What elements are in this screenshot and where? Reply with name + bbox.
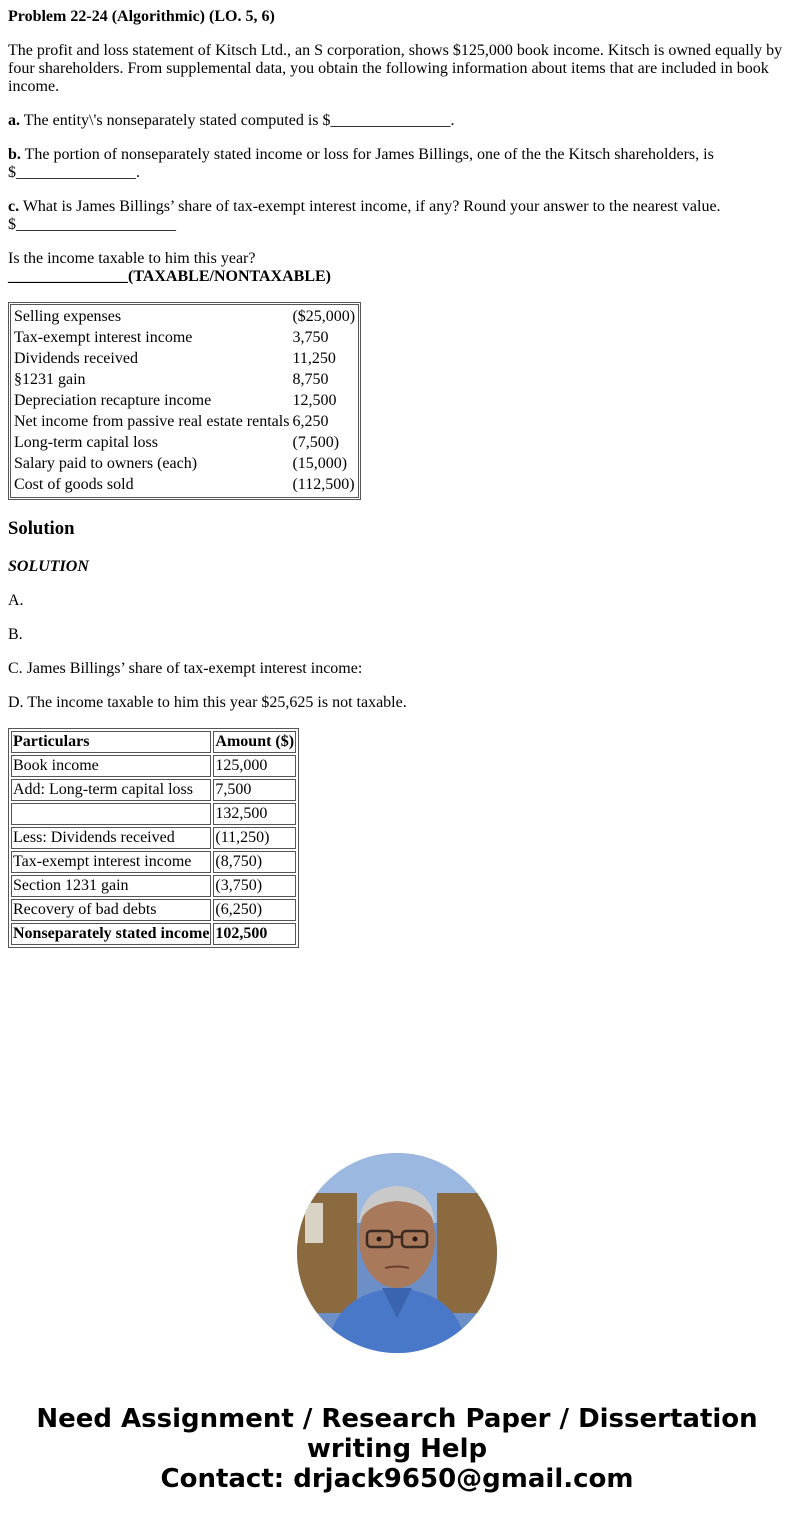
data-item: Long-term capital loss	[14, 434, 158, 451]
solution-table-row	[11, 779, 296, 801]
data-item: Salary paid to owners (each)	[14, 455, 198, 472]
question-b-text: The portion of nonseparately stated income or loss for James Billings, one of the the Kitsch shareholders, is $_______________.	[8, 146, 714, 181]
solution-table-row	[11, 899, 296, 921]
data-amount: 12,500	[292, 392, 337, 409]
solution-table-total	[11, 923, 296, 945]
footer-contact: Contact: drjack9650@gmail.com	[160, 1464, 634, 1494]
footer-banner	[0, 1404, 794, 1494]
data-table-row	[13, 370, 356, 390]
author-photo	[297, 1153, 497, 1353]
solution-table-header	[11, 731, 296, 753]
row-particulars	[11, 803, 211, 825]
row-amount: (6,250)	[213, 899, 296, 921]
question-a-text: The entity\'s nonseparately stated computed is $_______________.	[23, 112, 455, 129]
total-amount: 102,500	[213, 923, 296, 945]
row-particulars: Tax-exempt interest income	[11, 851, 211, 873]
data-table-row	[13, 412, 356, 432]
solution-table-row	[11, 755, 296, 777]
solution-table-row	[11, 803, 296, 825]
data-item: Depreciation recapture income	[14, 392, 212, 409]
question-c	[8, 198, 788, 234]
solution-table-row	[11, 851, 296, 873]
data-item: Dividends received	[14, 350, 138, 367]
data-amount: 11,250	[292, 350, 336, 367]
data-table	[8, 302, 361, 500]
problem-intro: The profit and loss statement of Kitsch Ltd., an S corporation, shows $125,000 book income. Kitsch is owned equally by four shareholders. From supplemental data, you obtain the following information about items that are included in book income.	[8, 42, 783, 95]
solution-line-c: C. James Billings’ share of tax-exempt interest income:	[8, 660, 363, 677]
solution-line-b: B.	[8, 626, 23, 643]
row-amount: (8,750)	[213, 851, 296, 873]
document-body	[8, 0, 788, 948]
data-table-row	[13, 349, 356, 369]
row-particulars: Recovery of bad debts	[11, 899, 211, 921]
question-a	[8, 112, 788, 130]
question-d-text: Is the income taxable to him this year?	[8, 250, 256, 267]
footer-line-2: writing Help	[306, 1434, 488, 1464]
data-table-row	[13, 433, 356, 453]
solution-table-row	[11, 875, 296, 897]
question-c-blank: $____________________	[8, 216, 176, 233]
data-table-row	[13, 391, 356, 411]
solution-heading: Solution	[8, 518, 75, 539]
row-particulars: Add: Long-term capital loss	[11, 779, 211, 801]
solution-table	[8, 728, 299, 948]
data-amount: ($25,000)	[292, 308, 356, 325]
row-particulars: Section 1231 gain	[11, 875, 211, 897]
data-item: §1231 gain	[14, 371, 86, 388]
data-table-row	[13, 475, 356, 495]
question-b	[8, 146, 788, 182]
portrait-image	[297, 1153, 497, 1353]
data-table-row	[13, 328, 356, 348]
data-amount: 6,250	[292, 413, 329, 430]
row-amount: 7,500	[213, 779, 296, 801]
data-amount: 3,750	[292, 329, 329, 346]
row-amount: 132,500	[213, 803, 296, 825]
solution-table-row	[11, 827, 296, 849]
row-particulars: Less: Dividends received	[11, 827, 211, 849]
data-item: Tax-exempt interest income	[14, 329, 193, 346]
row-amount: (3,750)	[213, 875, 296, 897]
footer-line-1: Need Assignment / Research Paper / Dissertation	[36, 1404, 758, 1434]
data-item: Net income from passive real estate rentals	[14, 413, 290, 430]
row-amount: (11,250)	[213, 827, 296, 849]
question-c-text: What is James Billings’ share of tax-exempt interest income, if any? Round your answer to the nearest value.	[22, 198, 721, 215]
solution-line-a: A.	[8, 592, 24, 609]
data-item: Cost of goods sold	[14, 476, 134, 493]
total-particulars: Nonseparately stated income	[11, 923, 211, 945]
row-particulars: Book income	[11, 755, 211, 777]
question-b-label: b.	[8, 146, 21, 163]
data-amount: (112,500)	[292, 476, 355, 493]
problem-title: Problem 22-24 (Algorithmic) (LO. 5, 6)	[8, 8, 275, 25]
data-table-row	[13, 454, 356, 474]
question-c-label: c.	[8, 198, 20, 215]
question-d-blank: _______________(TAXABLE/NONTAXABLE)	[8, 268, 331, 285]
header-amount: Amount ($)	[213, 731, 296, 753]
solution-subheading: SOLUTION	[8, 558, 89, 575]
solution-line-d: D. The income taxable to him this year $25,625 is not taxable.	[8, 694, 407, 711]
data-item: Selling expenses	[14, 308, 122, 325]
data-table-row	[13, 307, 356, 327]
data-amount: (7,500)	[292, 434, 340, 451]
question-d	[8, 250, 788, 286]
header-particulars: Particulars	[11, 731, 211, 753]
data-amount: 8,750	[292, 371, 329, 388]
data-amount: (15,000)	[292, 455, 348, 472]
row-amount: 125,000	[213, 755, 296, 777]
question-a-label: a.	[8, 112, 20, 129]
